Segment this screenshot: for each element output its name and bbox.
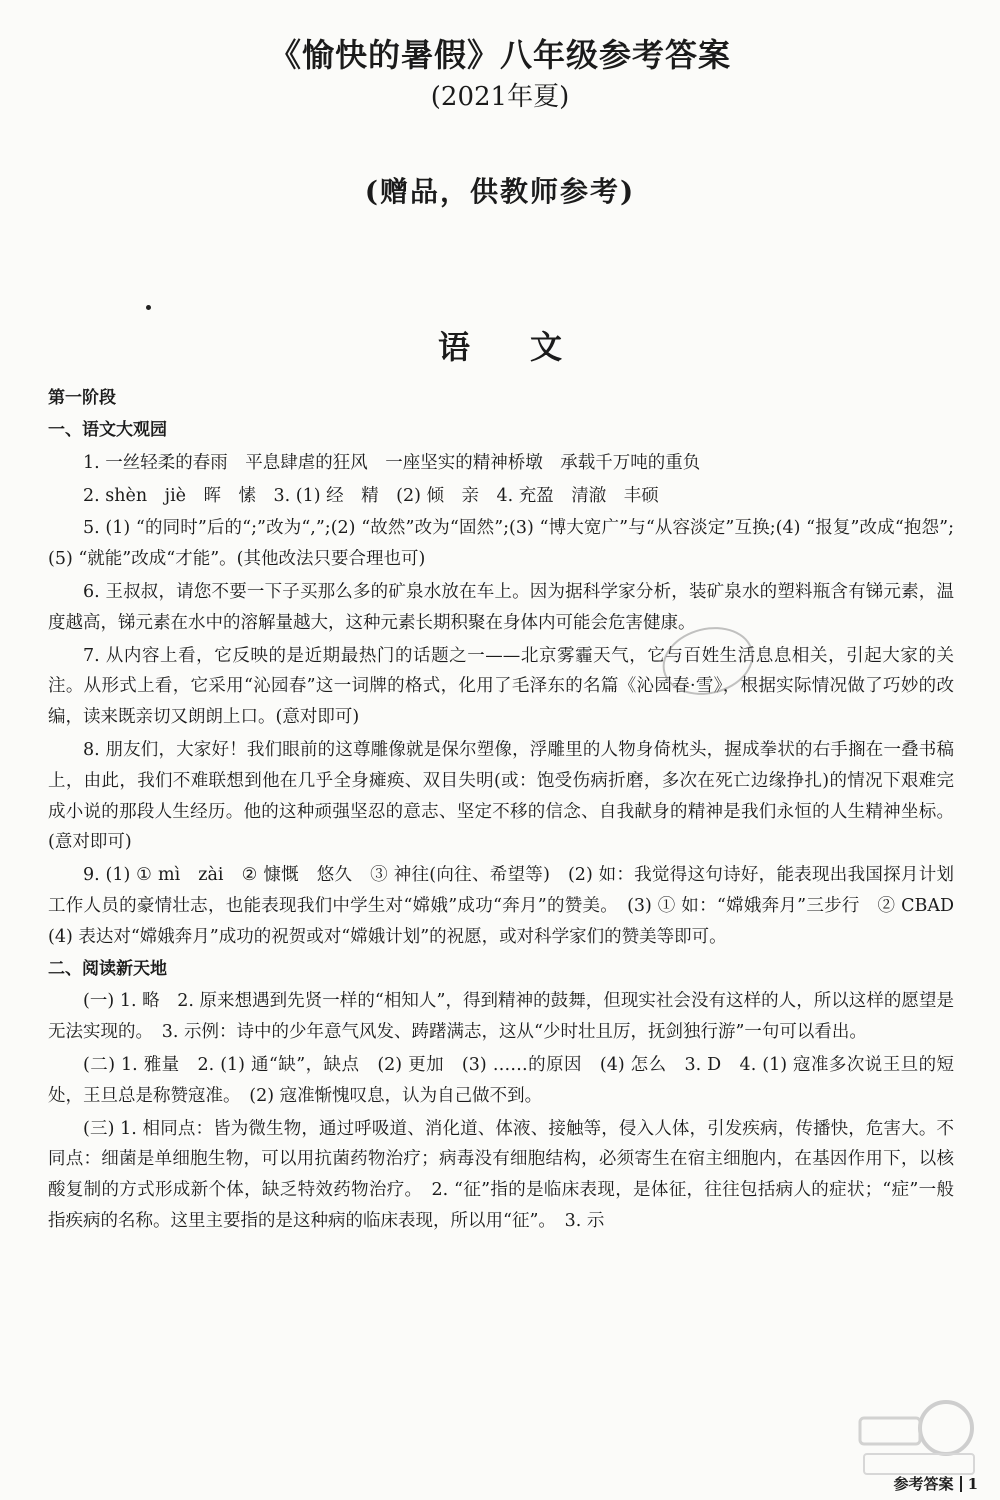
teacher-note: (赠品，供教师参考) <box>364 175 636 208</box>
page-footer <box>894 1473 978 1494</box>
page-number: 1 <box>967 1474 978 1493</box>
section-heading-2: 二、阅读新天地 <box>48 958 167 979</box>
answer-item: 5. (1) “的同时”后的“;”改为“,”;(2) “故然”改为“固然”;(3) “博大宽广”与“从容淡定”互换;(4) “报复”改成“抱怨”;(5) “就能”改成“才能”。(其他改法只要合理也可) <box>48 518 954 570</box>
corner-logo-icon <box>854 1388 984 1480</box>
footer-divider <box>960 1476 962 1492</box>
answer-item: 2. shèn jiè 晖 愫 3. (1) 经 精 (2) 倾 亲 4. 充盈 清澈 丰硕 <box>83 485 659 506</box>
page-title: 《愉快的暑假》八年级参考答案 <box>268 36 731 74</box>
answer-item: 6. 王叔叔，请您不要一下子买那么多的矿泉水放在车上。因为据科学家分析，装矿泉水的塑料瓶含有锑元素，温度越高，锑元素在水中的溶解量越大，这种元素长期积聚在身体内可能会危害健康。 <box>48 582 954 633</box>
answer-item: 7. 从内容上看，它反映的是近期最热门的话题之一——北京雾霾天气，它与百姓生活息息相关，引起大家的关注。从形式上看，它采用“沁园春”这一词牌的格式，化用了毛泽东的名篇《沁园春·雪》，根据实际情况做了巧妙的改编，读来既亲切又朗朗上口。(意对即可) <box>48 645 954 728</box>
answer-item: (三) 1. 相同点：皆为微生物，通过呼吸道、消化道、体液、接触等，侵入人体，引发疾病，传播快，危害大。不同点：细菌是单细胞生物，可以用抗菌药物治疗；病毒没有细胞结构，必须寄生在宿主细胞内，在基因作用下，以核酸复制的方式形成新个体，缺乏特效药物治疗。 2. “征”指的是临床表现，是体征，往往包括病人的症状；“症”一般指疾病的名称。这里主要指的是这种病的临床表现，所以用“征”。 3. 示 <box>48 1118 954 1232</box>
answer-item: 8. 朋友们，大家好！我们眼前的这尊雕像就是保尔塑像，浮雕里的人物身倚枕头，握成拳状的右手搁在一叠书稿上，由此，我们不难联想到他在几乎全身瘫痪、双目失明(或：饱受伤病折磨，多次在死亡边缘挣扎)的情况下艰难完成小说的那段人生经历。他的这种顽强坚忍的意志、坚定不移的信念、自我献身的精神是我们永恒的人生精神坐标。(意对即可) <box>48 739 954 853</box>
section-heading-1: 一、语文大观园 <box>48 419 167 440</box>
answer-item: 9. (1) ① mì zài ② 慷慨 悠久 ③ 神往(向往、希望等) (2) 如：我觉得这句诗好，能表现出我国探月计划工作人员的豪情壮志，也能表现我们中学生对“嫦娥”成功“奔月”的赞美。 (3) ① 如：“嫦娥奔月”三步行 ② CBAD (4) 表达对“嫦娥奔月”成功的祝贺或对“嫦娥计划”的祝愿，或对科学家们的赞美等即可。 <box>48 865 972 947</box>
answer-item: (二) 1. 雅量 2. (1) 通“缺”，缺点 (2) 更加 (3) ……的原因 (4) 怎么 3. D 4. (1) 寇准多次说王旦的短处，王旦总是称赞寇准。 (2) 寇准惭愧叹息，认为自己做不到。 <box>48 1055 954 1106</box>
answer-content <box>48 384 972 1239</box>
answer-item: 1. 一丝轻柔的春雨 平息肆虐的狂风 一座坚实的精神桥墩 承载千万吨的重负 <box>83 452 701 473</box>
page-subtitle: (2021年夏) <box>430 82 570 112</box>
footer-label: 参考答案 <box>893 1475 954 1493</box>
ink-dot <box>146 305 151 310</box>
answer-item: (一) 1. 略 2. 原来想遇到先贤一样的“相知人”，得到精神的鼓舞，但现实社会没有这样的人，所以这样的愿望是无法实现的。 3. 示例：诗中的少年意气风发、踌躇满志，这从“少时壮且厉，抚剑独行游”一句可以看出。 <box>48 991 954 1043</box>
subject-heading: 语文 <box>437 328 622 366</box>
stage-heading: 第一阶段 <box>48 388 116 408</box>
